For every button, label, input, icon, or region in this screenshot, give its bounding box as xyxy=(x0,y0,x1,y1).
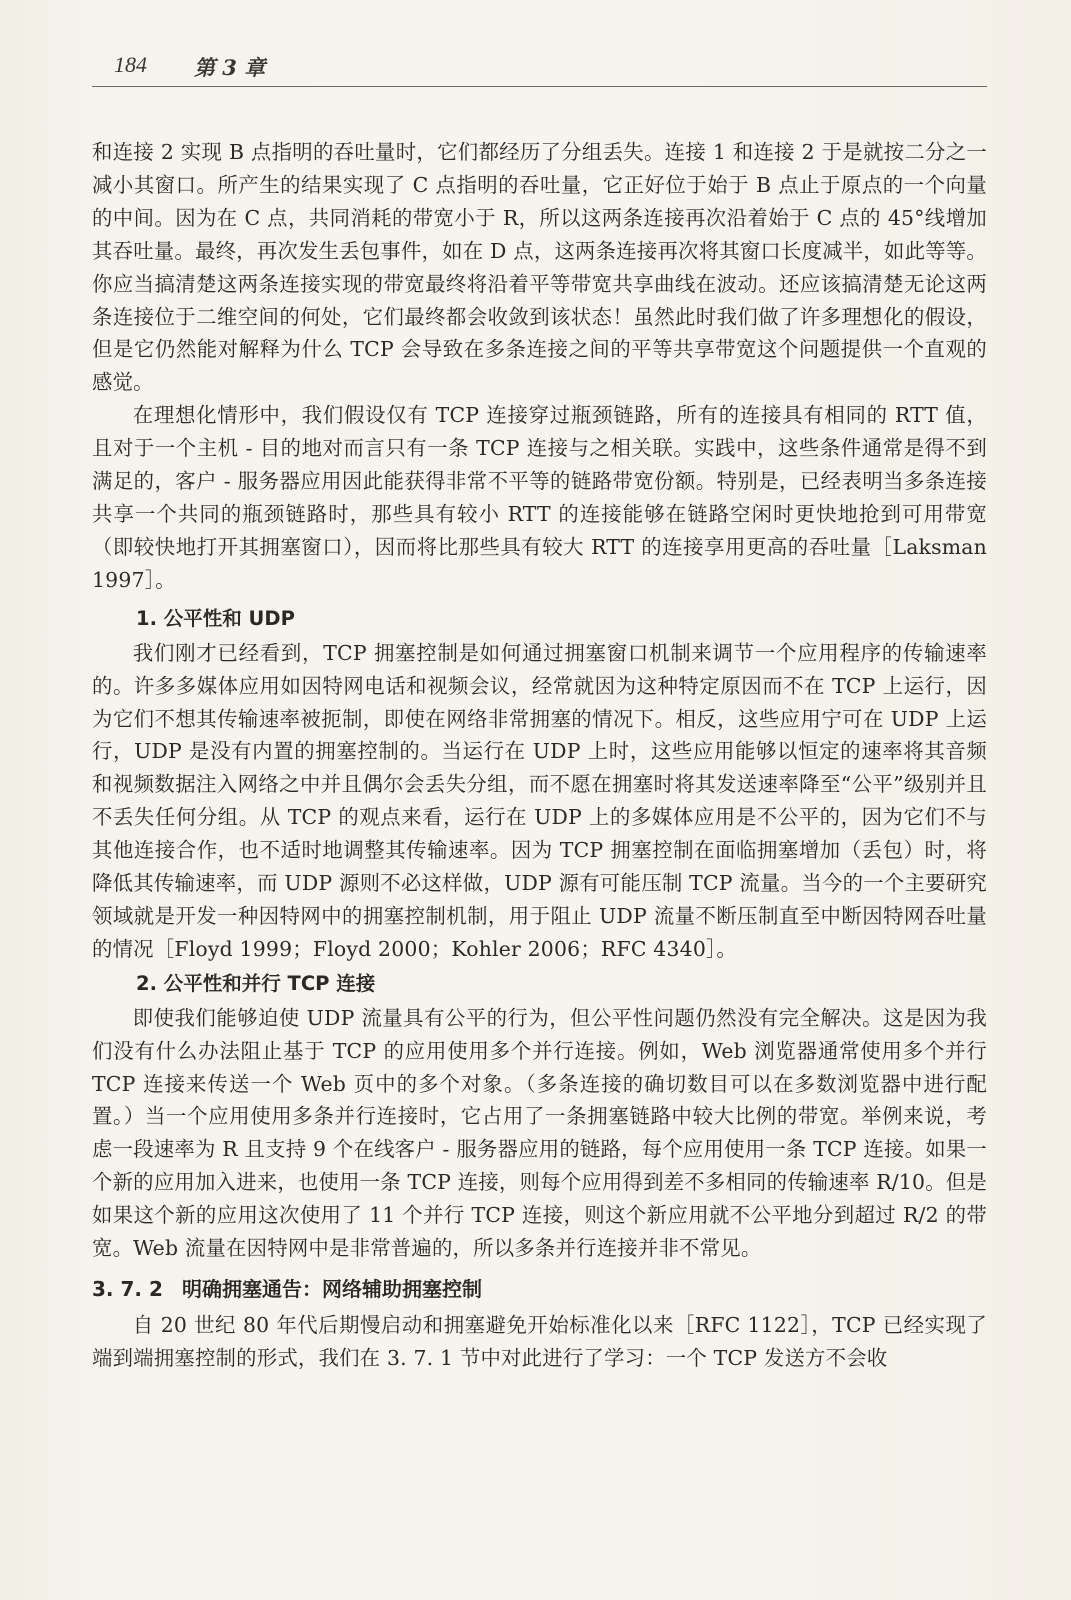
running-header xyxy=(92,52,987,87)
paragraph-3: 我们刚才已经看到，TCP 拥塞控制是如何通过拥塞窗口机制来调节一个应用程序的传输速率的。许多多媒体应用如因特网电话和视频会议，经常就因为这种特定原因而不在 TCP 上运行，因为它们不想其传输速率被扼制，即使在网络非常拥塞的情况下。相反，这些应用宁可在 UDP 上运行，UDP 是没有内置的拥塞控制的。当运行在 UDP 上时，这些应用能够以恒定的速率将其音频和视频数据注入网络之中并且偶尔会丢失分组，而不愿在拥塞时将其发送速率降至“公平”级别并且不丢失任何分组。从 TCP 的观点来看，运行在 UDP 上的多媒体应用是不公平的，因为它们不与其他连接合作，也不适时地调整其传输速率。因为 TCP 拥塞控制在面临拥塞增加（丢包）时，将降低其传输速率，而 UDP 源则不必这样做，UDP 源有可能压制 TCP 流量。当今的一个主要研究领域就是开发一种因特网中的拥塞控制机制，用于阻止 UDP 流量不断压制直至中断因特网吞吐量的情况［Floyd 1999；Floyd 2000；Kohler 2006；RFC 4340］。 xyxy=(92,640,987,961)
section-number: 3. 7. 2 xyxy=(92,1277,163,1301)
subheading-fairness-udp: 1. 公平性和 UDP xyxy=(136,606,295,630)
page-body xyxy=(92,136,987,1375)
paragraph-4: 即使我们能够迫使 UDP 流量具有公平的行为，但公平性问题仍然没有完全解决。这是因为我们没有什么办法阻止基于 TCP 的应用使用多个并行连接。例如，Web 浏览器通常使用多个并行 TCP 连接来传送一个 Web 页中的多个对象。（多条连接的确切数目可以在多数浏览器中进行配置。）当一个应用使用多条并行连接时，它占用了一条拥塞链路中较大比例的带宽。举例来说，考虑一段速率为 R 且支持 9 个在线客户 - 服务器应用的链路，每个应用使用一条 TCP 连接。如果一个新的应用加入进来，也使用一条 TCP 连接，则每个应用得到差不多相同的传输速率 R/10。但是如果这个新的应用这次使用了 11 个并行 TCP 连接，则这个新应用就不公平地分到超过 R/2 的带宽。Web 流量在因特网中是非常普遍的，所以多条并行连接并非不常见。 xyxy=(92,1005,987,1261)
paragraph-5: 自 20 世纪 80 年代后期慢启动和拥塞避免开始标准化以来［RFC 1122］，TCP 已经实现了端到端拥塞控制的形式，我们在 3. 7. 1 节中对此进行了学习：一个 TCP 发送方不会收 xyxy=(92,1313,987,1370)
section-heading xyxy=(92,1269,987,1309)
section-title: 明确拥塞通告：网络辅助拥塞控制 xyxy=(182,1277,482,1301)
subheading-fairness-parallel-tcp: 2. 公平性和并行 TCP 连接 xyxy=(136,971,376,995)
page-number: 184 xyxy=(114,52,147,77)
paragraph-2: 在理想化情形中，我们假设仅有 TCP 连接穿过瓶颈链路，所有的连接具有相同的 RTT 值，且对于一个主机 - 目的地对而言只有一条 TCP 连接与之相关联。实践中，这些条件通常是得不到满足的，客户 - 服务器应用因此能获得非常不平等的链路带宽份额。特别是，已经表明当多条连接共享一个共同的瓶颈链路时，那些具有较小 RTT 的连接能够在链路空闲时更快地抢到可用带宽（即较快地打开其拥塞窗口），因而将比那些具有较大 RTT 的连接享用更高的吞吐量［Laksman 1997］。 xyxy=(92,403,987,592)
paragraph-1: 和连接 2 实现 B 点指明的吞吐量时，它们都经历了分组丢失。连接 1 和连接 2 于是就按二分之一减小其窗口。所产生的结果实现了 C 点指明的吞吐量，它正好位于始于 B 点止于原点的一个向量的中间。因为在 C 点，共同消耗的带宽小于 R，所以这两条连接再次沿着始于 C 点的 45°线增加其吞吐量。最终，再次发生丢包事件，如在 D 点，这两条连接再次将其窗口长度减半，如此等等。你应当搞清楚这两条连接实现的带宽最终将沿着平等带宽共享曲线在波动。还应该搞清楚无论这两条连接位于二维空间的何处，它们最终都会收敛到该状态！虽然此时我们做了许多理想化的假设，但是它仍然能对解释为什么 TCP 会导致在多条连接之间的平等共享带宽这个问题提供一个直观的感觉。 xyxy=(92,140,987,395)
chapter-label: 第 3 章 xyxy=(194,55,266,80)
